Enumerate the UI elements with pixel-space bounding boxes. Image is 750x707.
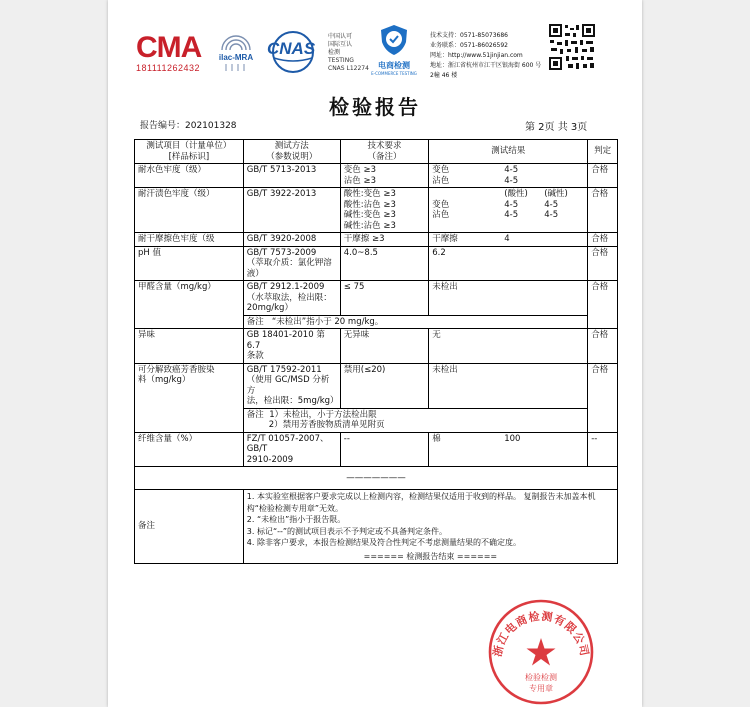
ecom-name: 电商检测 (378, 61, 410, 70)
ilac-label: ilac-MRA (218, 53, 254, 62)
cell-item: 耐水色牢度（级） (135, 164, 244, 188)
divider-row (135, 467, 618, 490)
page-indicator: 第 2页 共 3页 (525, 122, 588, 133)
cell-result: 未检出 (429, 281, 588, 316)
cnas-label: CNAS (267, 39, 316, 58)
ecom-en: E-COMMERCE TESTING (371, 71, 417, 76)
note-text: 2）禁用芳香胺物质清单见附页 (268, 420, 385, 430)
cell-requirement: 禁用(≤20) (340, 363, 428, 408)
table-row (135, 432, 618, 467)
cell-result: 无 (429, 329, 588, 364)
ecom-testing-logo (366, 24, 422, 76)
cell-requirement: ≤ 75 (340, 281, 428, 316)
cnas-line: 国际互认 (328, 41, 353, 48)
cell-requirement: 4.0~8.5 (340, 246, 428, 281)
cell-requirement: 酸性:变色 ≥3 酸性:沾色 ≥3 碱性:变色 ≥3 碱性:沾色 ≥3 (340, 188, 428, 233)
remarks-text (243, 490, 617, 564)
remark-line: 2. “未检出”指小于报告限。 (246, 515, 346, 524)
cell-judge: 合格 (588, 329, 618, 364)
star-icon (527, 638, 556, 666)
table-row (135, 246, 618, 281)
cell-item: 纤维含量（%） (135, 432, 244, 467)
table-row (135, 281, 618, 316)
cell-judge: -- (588, 432, 618, 467)
cell-judge: 合格 (588, 246, 618, 281)
cell-requirement: -- (340, 432, 428, 467)
cell-item: 甲醛含量（mg/kg） (135, 281, 244, 329)
cell-method: GB/T 3920-2008 (243, 233, 340, 247)
cell-item: pH 值 (135, 246, 244, 281)
cell-item: 耐汗渍色牢度（级） (135, 188, 244, 233)
seal-line-1: 检验检测 (525, 673, 557, 682)
qr-code-icon (548, 23, 596, 71)
table-row (135, 188, 618, 233)
note-label: 备注 (246, 409, 264, 420)
remarks-row (135, 490, 618, 564)
cell-requirement: 变色 ≥3 沾色 ≥3 (340, 164, 428, 188)
cma-logo (136, 33, 208, 73)
cell-result: 6.2 (429, 246, 588, 281)
cell-item: 可分解致癌芳香胺染 料（mg/kg） (135, 363, 244, 432)
remark-line: 1. 本实验室根据客户要求完成以上检测内容，检测结果仅适用于收到的样品。 复制报告未加盖本机构“检验检测专用章”无效。 (246, 492, 596, 513)
table-row (135, 233, 618, 247)
divider: ——————— (135, 467, 618, 490)
cell-item: 异味 (135, 329, 244, 364)
cell-judge: 合格 (588, 188, 618, 233)
remarks-label: 备注 (135, 490, 244, 564)
cell-method: GB/T 5713-2013 (243, 164, 340, 188)
contact-line: 业务联系：0571-86026592 (430, 42, 508, 49)
cnas-line: CNAS L12274 (328, 65, 369, 72)
cell-note (243, 408, 587, 432)
header-item: 测试项目（计量单位） [样品标识] (135, 140, 244, 164)
seal-line-2: 专用章 (529, 684, 553, 693)
cell-method: FZ/T 01057-2007、GB/T 2910-2009 (243, 432, 340, 467)
header-result: 测试结果 (429, 140, 588, 164)
contact-line: 网址：http://www.51jinjian.com (430, 52, 523, 59)
cnas-line: TESTING (328, 57, 354, 64)
cnas-line: 检测 (328, 49, 341, 56)
results-table (134, 139, 618, 564)
cma-mark: CMA (136, 31, 202, 64)
cell-judge: 合格 (588, 281, 618, 329)
seal-company-name: 浙江电商检测有限公司 (490, 609, 592, 658)
cell-result: 变色 4-5 沾色 4-5 (429, 164, 588, 188)
cell-judge: 合格 (588, 233, 618, 247)
remark-line: 3. 标记“--”的测试项目表示不予判定或不具备判定条件。 (246, 526, 448, 536)
cell-result: 干摩擦 4 (429, 233, 588, 247)
cell-result: 未检出 (429, 363, 588, 408)
table-row (135, 164, 618, 188)
cell-method: GB/T 17592-2011 （使用 GC/MSD 分析方 法，检出限：5mg/kg） (243, 363, 340, 408)
table-row (135, 329, 618, 364)
cell-judge: 合格 (588, 164, 618, 188)
remark-line: 4. 除非客户要求，本报告检测结果及符合性判定不考虑测量结果的不确定度。 (246, 538, 521, 547)
report-end-line: ====== 检测报告结束 ====== (363, 551, 498, 561)
cma-number: 181111262432 (136, 63, 201, 73)
note-label: 备注 (246, 316, 264, 327)
cnas-text-block (328, 33, 369, 73)
company-seal-stamp (487, 598, 595, 706)
cell-method: GB/T 7573-2009 （萃取介质：氯化钾溶 液） (243, 246, 340, 281)
contact-line: 2幢 46 楼 (430, 72, 458, 79)
shield-check-icon (379, 24, 409, 56)
header-judge: 判定 (588, 140, 618, 164)
cell-requirement: 干摩擦 ≥3 (340, 233, 428, 247)
contact-line: 地址：浙江省杭州市江干区银海街 600 号 (430, 62, 542, 69)
table-row (135, 363, 618, 408)
cell-method: GB/T 2912.1-2009 （水萃取法，检出限： 20mg/kg） (243, 281, 340, 316)
table-header-row (135, 140, 618, 164)
header-method: 测试方法 （参数说明） (243, 140, 340, 164)
cell-judge: 合格 (588, 363, 618, 432)
contact-info (430, 31, 541, 81)
cell-method: GB/T 3922-2013 (243, 188, 340, 233)
cell-method: GB 18401-2010 第 6.7 条款 (243, 329, 340, 364)
cell-item: 耐干摩擦色牢度（级 (135, 233, 244, 247)
report-title: 检验报告 (329, 95, 421, 119)
report-number: 报告编号：202101328 (140, 121, 237, 131)
cell-result: 棉 100 (429, 432, 588, 467)
cnas-line: 中国认可 (328, 33, 353, 40)
header-requirement: 技术要求 （备注） (340, 140, 428, 164)
cell-result: (酸性) (碱性) 变色 4-5 4-5 沾色 4-5 4-5 (429, 188, 588, 233)
note-text: “未检出”指小于 20 mg/kg。 (271, 316, 384, 327)
cell-note (243, 315, 587, 329)
ilac-mra-logo (212, 32, 260, 74)
contact-line: 技术支持：0571-85073686 (430, 32, 508, 39)
cell-requirement: 无异味 (340, 329, 428, 364)
note-text: 1）未检出，小于方法检出限 (269, 409, 377, 420)
